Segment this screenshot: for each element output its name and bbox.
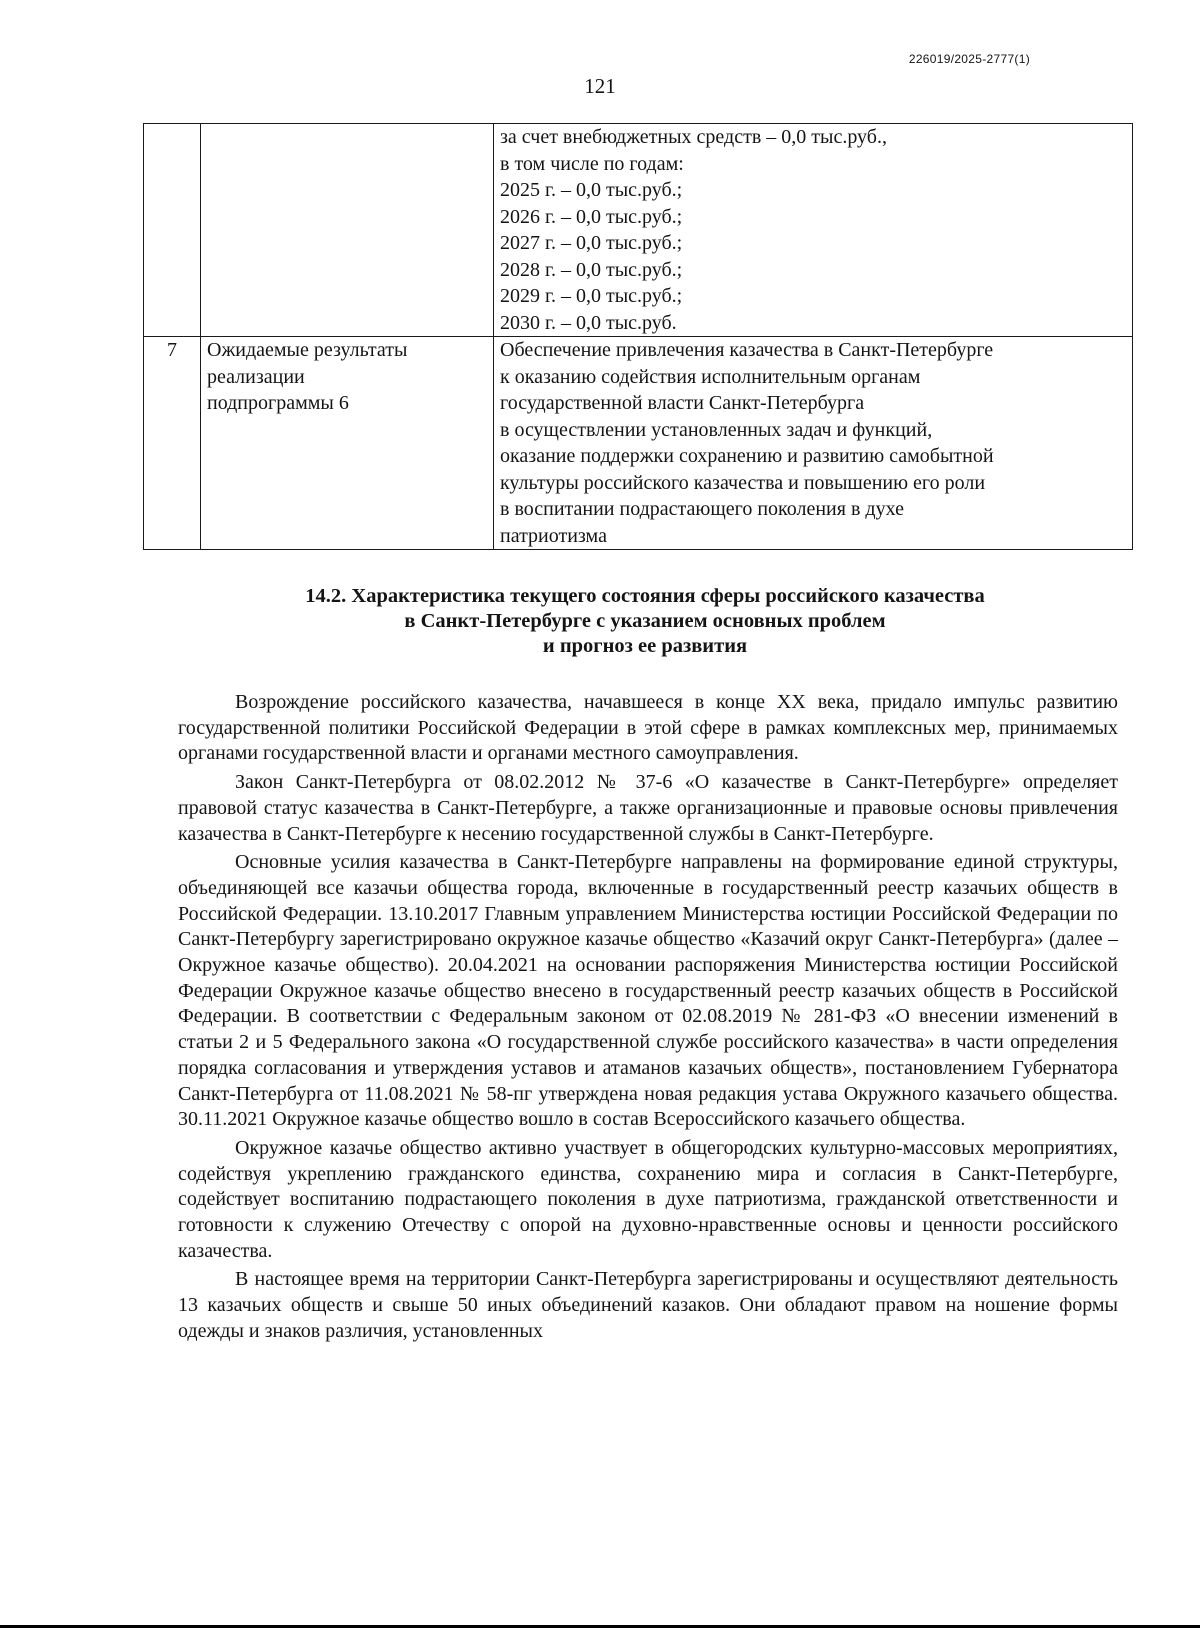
value-line: Обеспечение привлечения казачества в Санкт-Петербурге xyxy=(500,339,994,361)
table-row xyxy=(144,124,1133,337)
row-number-cell xyxy=(144,124,201,337)
value-line: государственной власти Санкт-Петербурга xyxy=(500,392,865,414)
paragraph: Окружное казачье общество активно участвует в общегородских культурно-массовых мероприятиях, содействуя укреплению гражданского единства, сохранению мира и согласия в Санкт-Петербурге, содействует воспитанию подрастающего поколения в духе патриотизма, гражданской ответственности и готовности к служению Отечеству с опорой на духовно-нравственные основы и ценности российского казачества. xyxy=(178,1136,1118,1262)
subprogram-passport-table xyxy=(143,123,1133,550)
value-line: 2030 г. – 0,0 тыс.руб. xyxy=(500,311,677,334)
row-number-cell: 7 xyxy=(144,337,201,550)
value-line: в осуществлении установленных задач и функций, xyxy=(500,418,933,441)
value-line: 2025 г. – 0,0 тыс.руб.; xyxy=(500,179,683,201)
section-title xyxy=(0,584,1200,659)
value-line: в том числе по годам: xyxy=(500,152,684,175)
value-line: 2028 г. – 0,0 тыс.руб.; xyxy=(500,258,683,281)
section-title-line: в Санкт-Петербурге с указанием основных проблем xyxy=(404,610,886,632)
value-line: 2026 г. – 0,0 тыс.руб.; xyxy=(500,205,683,228)
table-row xyxy=(144,337,1133,550)
value-line: к оказанию содействия исполнительным органам xyxy=(500,365,921,388)
row-name-cell xyxy=(201,337,494,550)
value-line: в воспитании подрастающего поколения в духе xyxy=(500,498,904,520)
scan-edge-line xyxy=(0,1625,1200,1628)
name-line: подпрограммы 6 xyxy=(207,392,349,414)
name-line: Ожидаемые результаты xyxy=(207,339,408,361)
paragraph: Основные усилия казачества в Санкт-Петербурге направлены на формирование единой структуры, объединяющей все казачьи общества города, включенные в государственный реестр казачьих обществ в Российской Федерации. 13.10.2017 Главным управлением Министерства юстиции Российской Федерации по Санкт-Петербургу зарегистрировано окружное казачье общество «Казачий округ Санкт-Петербурга» (далее – Окружное казачье общество). 20.04.2021 на основании распоряжения Министерства юстиции Российской Федерации Окружное казачье общество внесено в государственный реестр казачьих обществ в Российской Федерации. В соответствии с Федеральным законом от 02.08.2019 № 281-ФЗ «О внесении изменений в статьи 2 и 5 Федерального закона «О государственной службе российского казачества» в части определения порядка согласования и утверждения уставов и атаманов казачьих обществ», постановлением Губернатора Санкт-Петербурга от 11.08.2021 № 58-пг утверждена новая редакция устава Окружного казачьего общества. 30.11.2021 Окружное казачье общество вошло в состав Всероссийского казачьего общества. xyxy=(178,851,1118,1131)
row-value-cell xyxy=(494,337,1133,550)
row-name-cell xyxy=(201,124,494,337)
value-line: 2029 г. – 0,0 тыс.руб.; xyxy=(500,285,683,307)
name-line: реализации xyxy=(207,365,305,388)
paragraph: Возрождение российского казачества, начавшееся в конце XX века, придало импульс развитию государственной политики Российской Федерации в этой сфере в рамках комплексных мер, принимаемых органами государственной власти и органами местного самоуправления. xyxy=(178,691,1118,765)
document-id: 226019/2025-2777(1) xyxy=(908,52,1030,66)
page-number: 121 xyxy=(584,74,616,98)
section-body xyxy=(178,690,1118,1348)
value-line: патриотизма xyxy=(500,524,607,547)
value-line: культуры российского казачества и повышению его роли xyxy=(500,471,986,494)
paragraph: Закон Санкт-Петербурга от 08.02.2012 № 37-6 «О казачестве в Санкт-Петербурге» определяет правовой статус казачества в Санкт-Петербурге, а также организационные и правовые основы привлечения казачества в Санкт-Петербурге к несению государственной службы в Санкт-Петербурге. xyxy=(178,771,1118,845)
section-title-line: и прогноз ее развития xyxy=(542,635,748,657)
value-line: 2027 г. – 0,0 тыс.руб.; xyxy=(500,232,683,254)
paragraph: В настоящее время на территории Санкт-Петербурга зарегистрированы и осуществляют деятельность 13 казачьих обществ и свыше 50 иных объединений казаков. Они обладают правом на ношение формы одежды и знаков различия, установленных xyxy=(178,1268,1118,1342)
section-title-line: 14.2. Характеристика текущего состояния сферы российского казачества xyxy=(305,585,985,607)
value-line: оказание поддержки сохранению и развитию самобытной xyxy=(500,445,994,467)
row-value-cell xyxy=(494,124,1133,337)
value-line: за счет внебюджетных средств – 0,0 тыс.руб., xyxy=(500,126,887,148)
